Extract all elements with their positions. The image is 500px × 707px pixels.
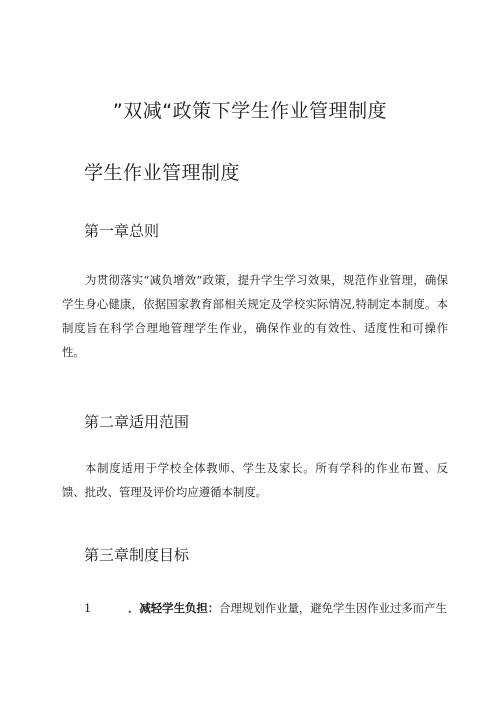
item-number: 1: [84, 601, 92, 615]
chapter-3-item-1: [62, 596, 452, 620]
chapter-1-paragraph: 为贯彻落实“减负增效”政策，提升学生学习效果，规范作业管理，确保学生身心健康，依据国家教育部相关规定及学校实际情况,特制定本制度。本制度旨在科学合理地管理学生作业，确保作业的有效性、适度性和可操作性。: [62, 273, 448, 359]
chapter-1-heading: 第一章总则: [84, 222, 160, 240]
chapter-2-paragraph: 本制度适用于学校全体教师、学生及家长。所有学科的作业布置、反馈、批改、管理及评价均应遵循本制度。: [62, 461, 448, 499]
chapter-3-heading: 第三章制度目标: [84, 546, 190, 564]
document-title: ”双减“政策下学生作业管理制度: [112, 100, 388, 122]
item-label: ．减轻学生负担：: [128, 601, 220, 615]
item-text: 合理规划作业量，避免学生因作业过多而产生: [219, 601, 447, 615]
chapter-2-heading: 第二章适用范围: [84, 413, 190, 431]
document-subtitle: 学生作业管理制度: [84, 162, 241, 184]
